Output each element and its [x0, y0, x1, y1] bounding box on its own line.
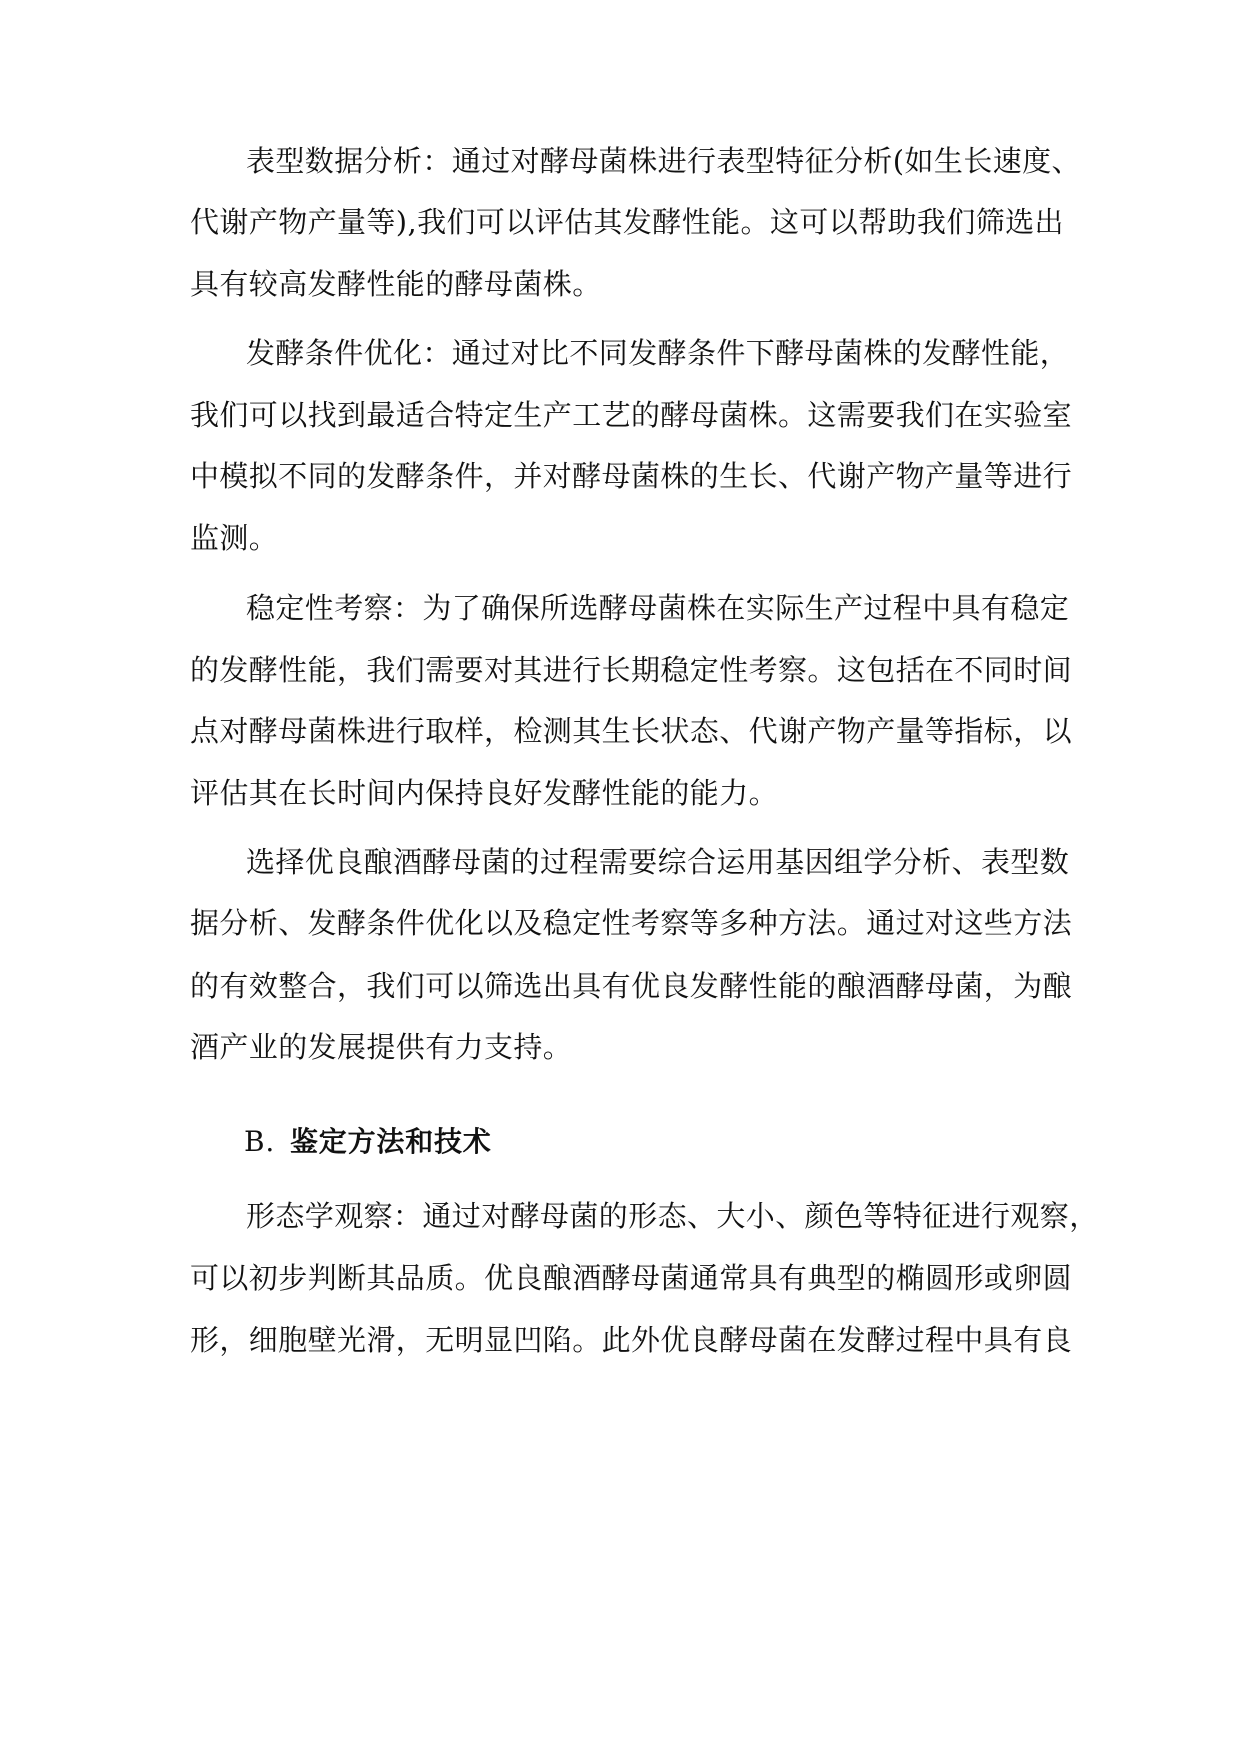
paragraph-phenotype-analysis-line-3: 具有较高发酵性能的酵母菌株。: [190, 267, 602, 301]
paragraph-summary-line-1: 选择优良酿酒酵母菌的过程需要综合运用基因组学分析、表型数: [246, 845, 1070, 879]
paragraph-morphology-observation-line-3: 形，细胞壁光滑，无明显凹陷。此外优良酵母菌在发酵过程中具有良: [190, 1323, 1073, 1357]
section-heading: [244, 1122, 844, 1162]
paragraph-stability-assessment-line-2: 的发酵性能，我们需要对其进行长期稳定性考察。这包括在不同时间: [190, 653, 1073, 687]
section-heading-label: B.: [244, 1125, 276, 1158]
paragraph-stability-assessment-line-4: 评估其在长时间内保持良好发酵性能的能力。: [190, 776, 779, 810]
paragraph-fermentation-optimization-line-4: 监测。: [190, 521, 279, 555]
paragraph-morphology-observation-line-2: 可以初步判断其品质。优良酿酒酵母菌通常具有典型的椭圆形或卵圆: [190, 1261, 1073, 1295]
section-heading-title: 鉴定方法和技术: [290, 1125, 492, 1158]
paragraph-fermentation-optimization-line-1: 发酵条件优化：通过对比不同发酵条件下酵母菌株的发酵性能，: [246, 336, 1070, 370]
paragraph-phenotype-analysis-line-2: 代谢产物产量等),我们可以评估其发酵性能。这可以帮助我们筛选出: [190, 205, 1064, 239]
paragraph-summary-line-2: 据分析、发酵条件优化以及稳定性考察等多种方法。通过对这些方法: [190, 906, 1073, 940]
paragraph-phenotype-analysis-line-1: 表型数据分析：通过对酵母菌株进行表型特征分析(如生长速度、: [246, 144, 1081, 178]
paragraph-stability-assessment-line-1: 稳定性考察：为了确保所选酵母菌株在实际生产过程中具有稳定: [246, 591, 1070, 625]
paragraph-stability-assessment-line-3: 点对酵母菌株进行取样，检测其生长状态、代谢产物产量等指标，以: [190, 714, 1073, 748]
paragraph-summary-line-3: 的有效整合，我们可以筛选出具有优良发酵性能的酿酒酵母菌，为酿: [190, 969, 1073, 1003]
paragraph-morphology-observation-line-1: 形态学观察：通过对酵母菌的形态、大小、颜色等特征进行观察，: [246, 1199, 1099, 1233]
paragraph-summary-line-4: 酒产业的发展提供有力支持。: [190, 1030, 573, 1064]
paragraph-fermentation-optimization-line-2: 我们可以找到最适合特定生产工艺的酵母菌株。这需要我们在实验室: [190, 398, 1073, 432]
paragraph-fermentation-optimization-line-3: 中模拟不同的发酵条件，并对酵母菌株的生长、代谢产物产量等进行: [190, 459, 1073, 493]
